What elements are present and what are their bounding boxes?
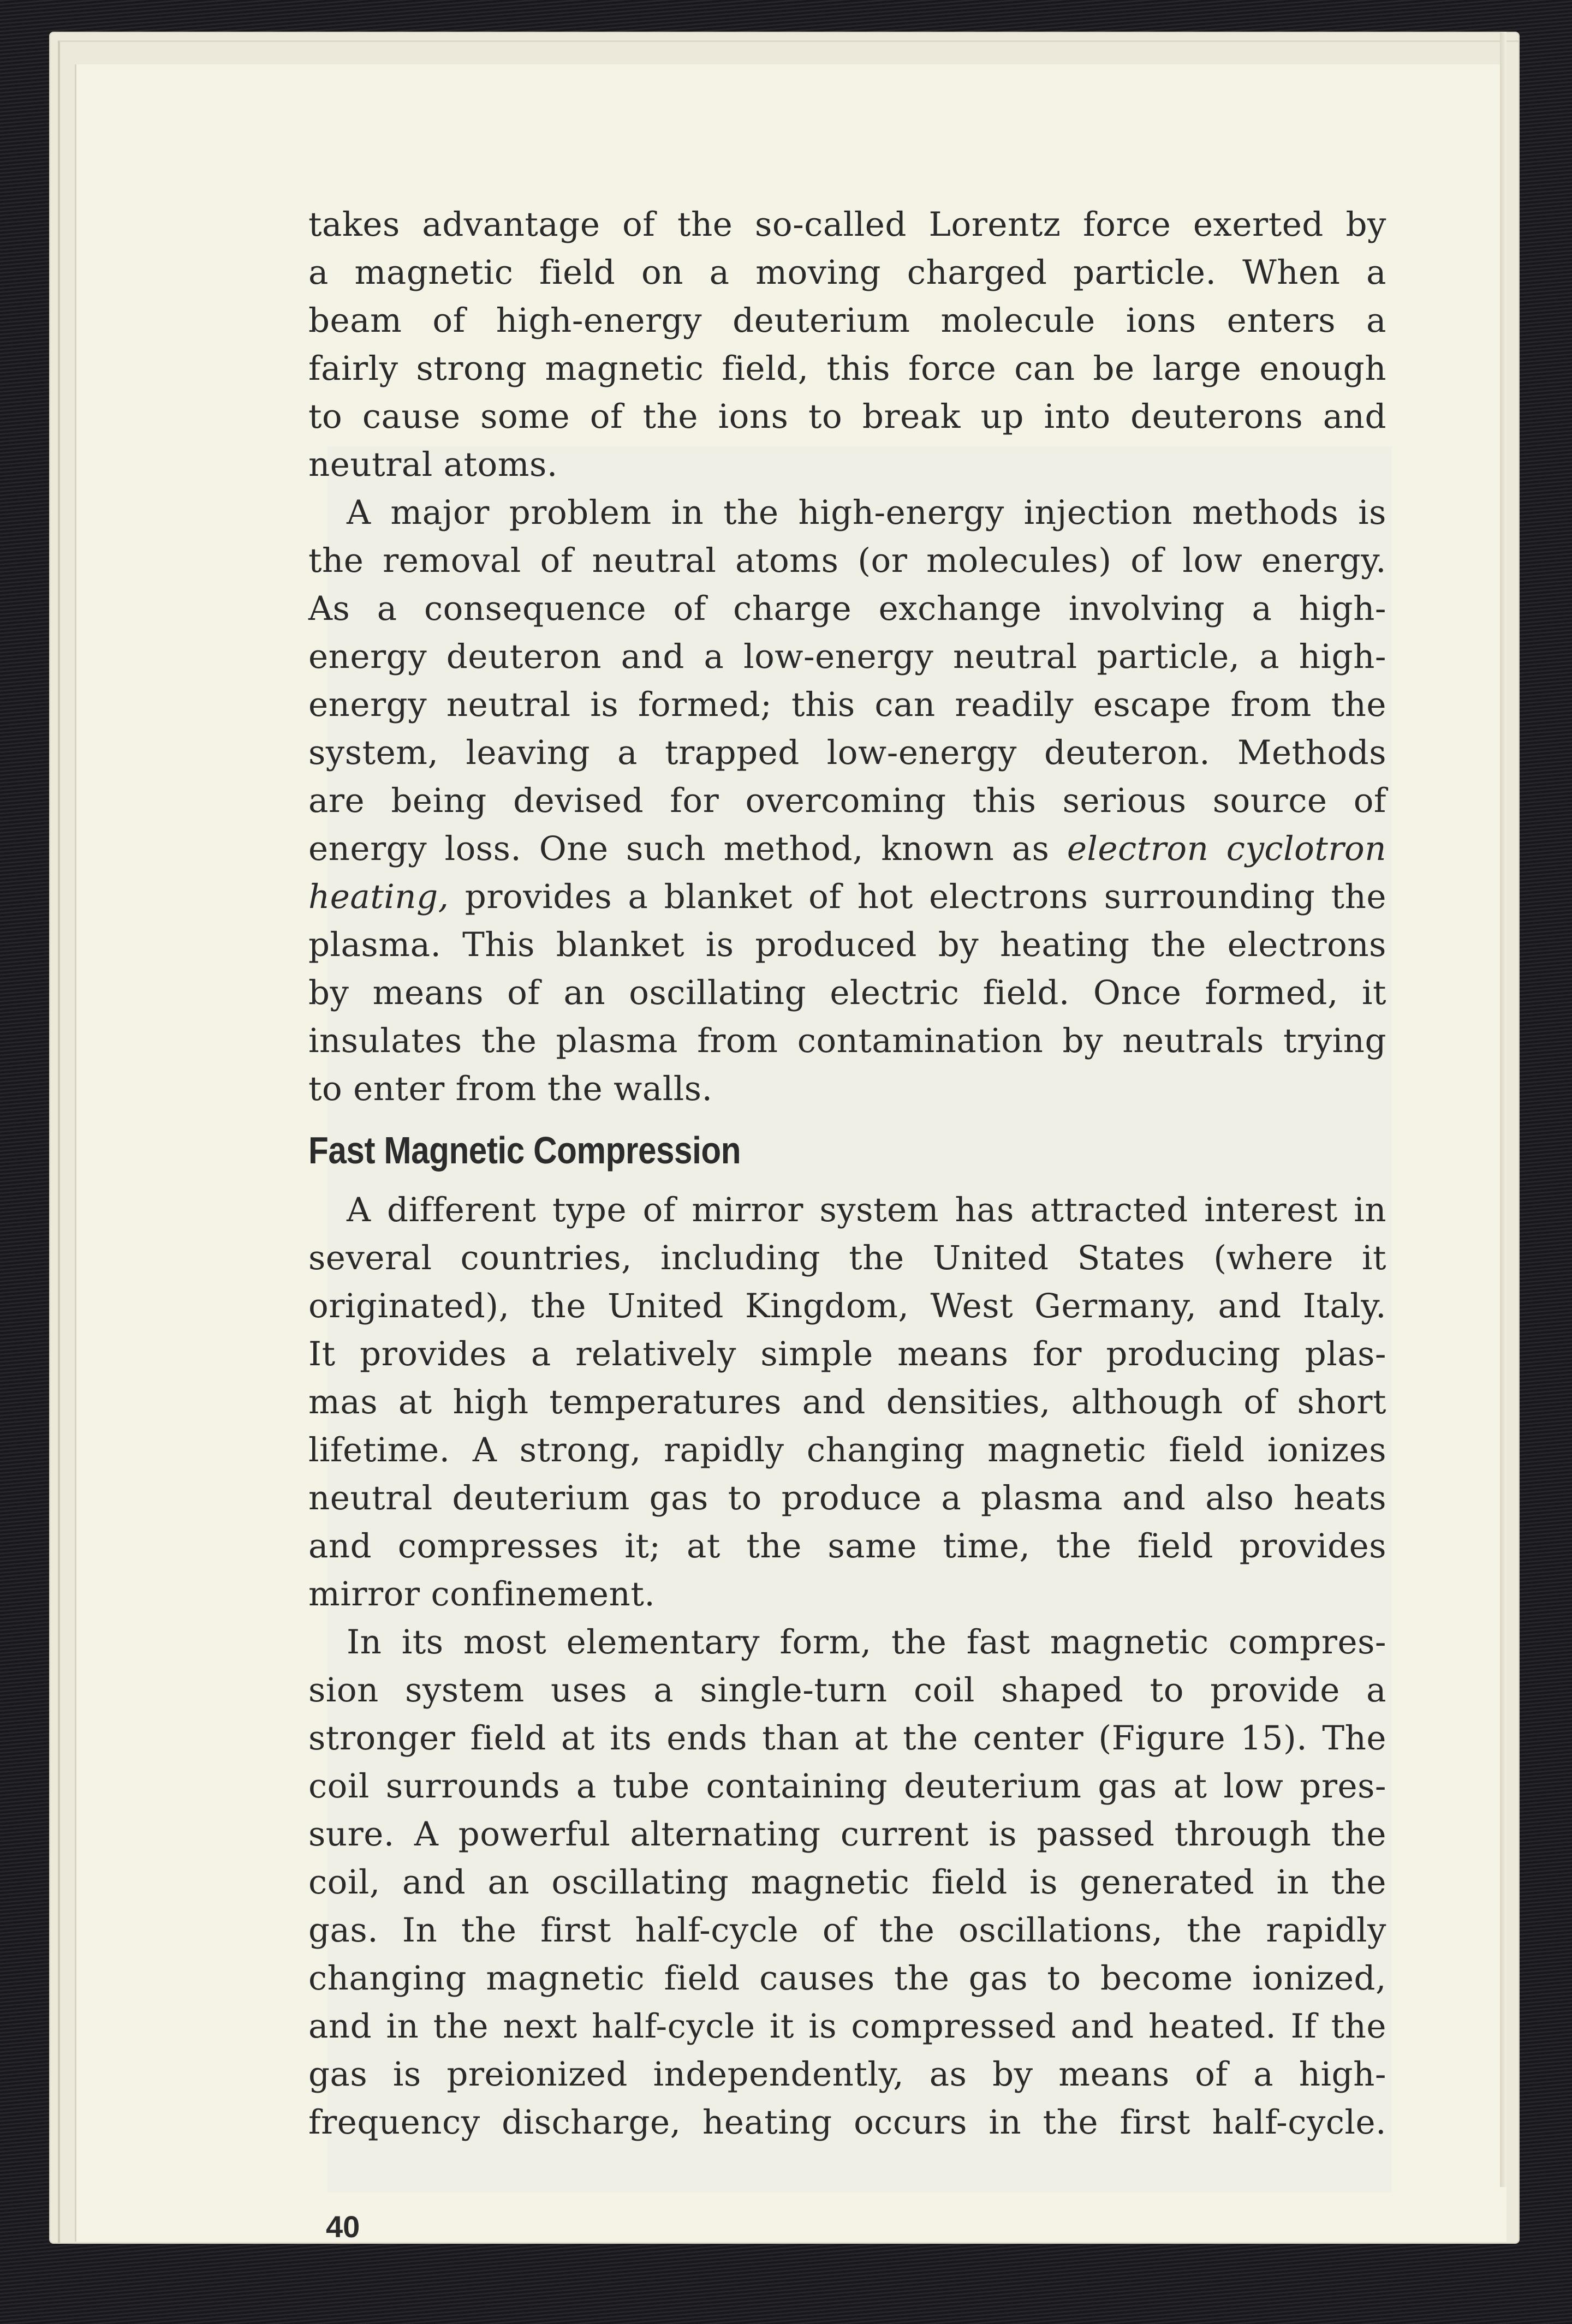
text-line: energy neutral is formed; this can readily escape from the (308, 685, 1386, 724)
italic-term: electron cyclotron (1067, 829, 1387, 868)
text-line: beam of high-energy deuterium molecule ions enters a (308, 301, 1386, 340)
text-line: a magnetic field on a moving charged particle. When a (308, 253, 1386, 292)
body-text (308, 201, 1386, 2147)
paragraph-2 (308, 489, 1386, 1113)
text-line (308, 825, 1386, 873)
text-line: sion system uses a single-turn coil shaped to provide a (308, 1671, 1386, 1710)
text-line: In its most elementary form, the fast magnetic compres- (347, 1623, 1386, 1662)
text-line: are being devised for overcoming this serious source of (308, 781, 1386, 820)
text-line: system, leaving a trapped low-energy deuteron. Methods (308, 733, 1386, 772)
text-run: energy loss. One such method, known as (308, 829, 1067, 868)
text-line: to enter from the walls. (308, 1070, 713, 1108)
text-line: coil, and an oscillating magnetic field is generated in the (308, 1863, 1386, 1902)
italic-term: heating, (308, 877, 449, 916)
text-line: It provides a relatively simple means for producing plas- (308, 1335, 1386, 1373)
text-line: stronger field at its ends than at the center (Figure 15). The (308, 1719, 1386, 1758)
text-line: coil surrounds a tube containing deuterium gas at low pres- (308, 1767, 1386, 1806)
text-line: changing magnetic field causes the gas to become ionized, (308, 1959, 1386, 1998)
text-line: the removal of neutral atoms (or molecules) of low energy. (308, 541, 1386, 580)
text-line: gas is preionized independently, as by means of a high- (308, 2055, 1386, 2094)
text-line: As a consequence of charge exchange involving a high- (308, 589, 1386, 628)
text-line: by means of an oscillating electric field. Once formed, it (308, 973, 1386, 1012)
text-line: lifetime. A strong, rapidly changing magnetic field ionizes (308, 1431, 1386, 1469)
text-line (308, 873, 1386, 921)
text-line: A major problem in the high-energy injection methods is (347, 493, 1386, 532)
text-line: neutral deuterium gas to produce a plasma and also heats (308, 1479, 1386, 1518)
book-page (76, 64, 1506, 2242)
text-line: insulates the plasma from contamination by neutrals trying (308, 1021, 1386, 1060)
text-line: frequency discharge, heating occurs in the first half-cycle. (308, 2103, 1386, 2142)
paragraph-3 (308, 1186, 1386, 1618)
text-line: several countries, including the United States (where it (308, 1239, 1386, 1277)
text-line: and compresses it; at the same time, the field provides (308, 1527, 1386, 1566)
text-line: and in the next half-cycle it is compressed and heated. If the (308, 2007, 1386, 2046)
text-line: neutral atoms. (308, 445, 558, 484)
page-number: 40 (326, 2209, 360, 2244)
paragraph-1 (308, 201, 1386, 489)
text-run: provides a blanket of hot electrons surrounding the (449, 877, 1386, 916)
text-line: fairly strong magnetic field, this force can be large enough (308, 349, 1386, 388)
text-line: originated), the United Kingdom, West Germany, and Italy. (308, 1287, 1386, 1325)
text-line: takes advantage of the so-called Lorentz force exerted by (308, 205, 1386, 244)
text-line: mirror confinement. (308, 1575, 656, 1614)
text-line: plasma. This blanket is produced by heating the electrons (308, 925, 1386, 964)
paragraph-4 (308, 1618, 1386, 2147)
text-line: sure. A powerful alternating current is passed through the (308, 1815, 1386, 1854)
text-line: gas. In the first half-cycle of the oscillations, the rapidly (308, 1911, 1386, 1950)
text-line: A different type of mirror system has attracted interest in (347, 1191, 1386, 1229)
text-line: energy deuteron and a low-energy neutral particle, a high- (308, 637, 1386, 676)
text-line: to cause some of the ions to break up into deuterons and (308, 397, 1386, 436)
section-heading: Fast Magnetic Compression (308, 1129, 741, 1172)
text-line: mas at high temperatures and densities, although of short (308, 1383, 1386, 1421)
